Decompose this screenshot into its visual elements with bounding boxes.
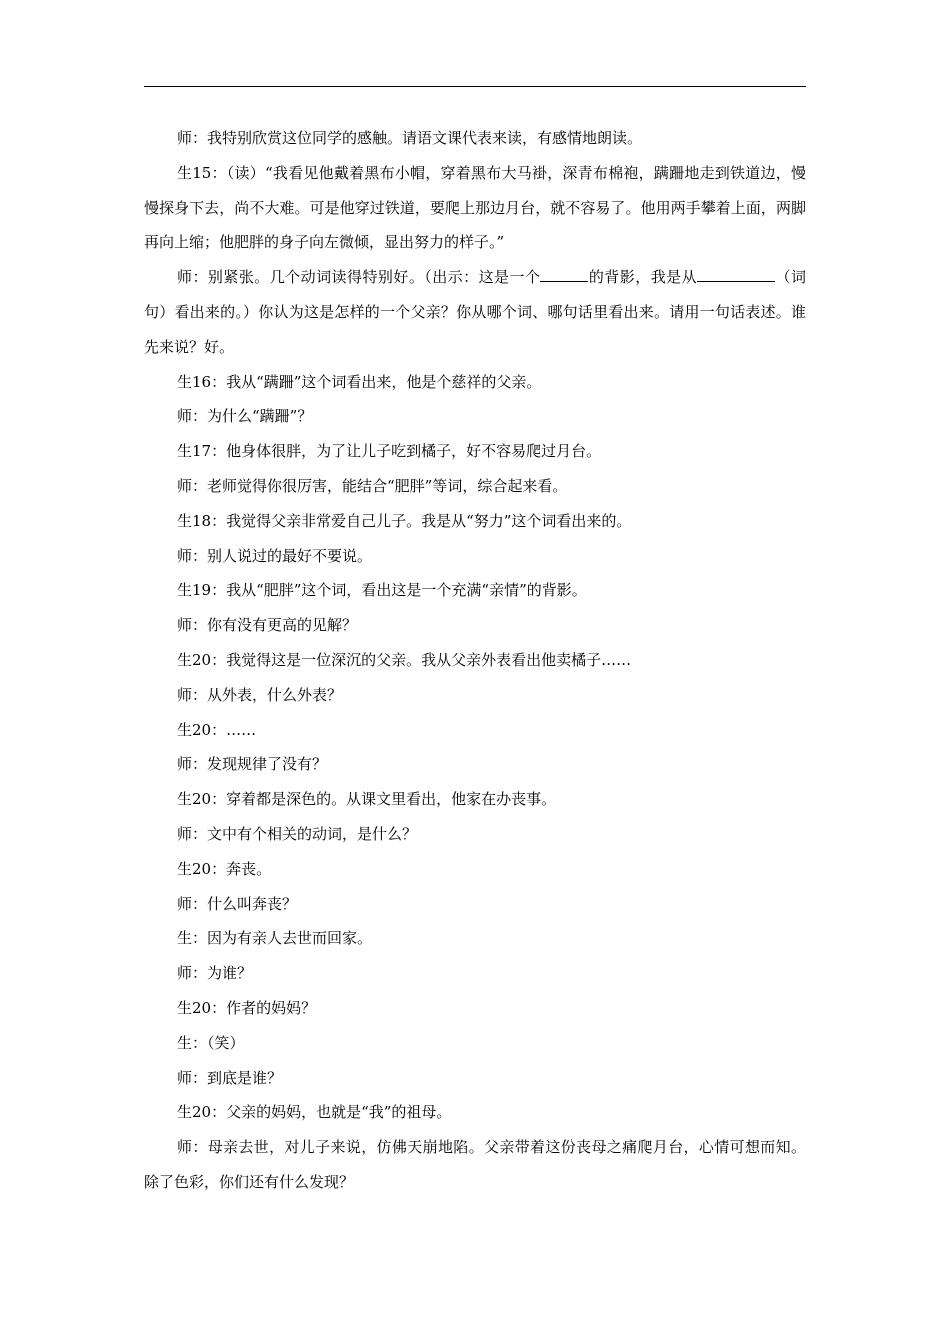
paragraph-part: 的背影，我是从 <box>588 268 698 287</box>
paragraph-part: 师：别紧张。几个动词读得特别好。（出示：这是一个 <box>177 268 541 287</box>
paragraph: 师：到底是谁？ <box>177 1068 283 1087</box>
paragraph: 师：别人说过的最好不要说。 <box>177 546 373 565</box>
paragraph-with-blanks <box>144 260 806 364</box>
header-rule <box>144 86 806 87</box>
paragraph: 师：老师觉得你很厉害，能结合“肥胖”等词，综合起来看。 <box>177 476 568 495</box>
paragraph: 师：我特别欣赏这位同学的感触。请语文课代表来读，有感情地朗读。 <box>177 129 643 147</box>
paragraph: 生20：穿着都是深色的。从课文里看出，他家在办丧事。 <box>177 790 557 809</box>
fill-in-blank <box>540 267 588 282</box>
paragraph: 师：为什么“蹒跚”？ <box>177 407 313 426</box>
paragraph: 师：母亲去世，对儿子来说，仿佛天崩地陷。父亲带着这份丧母之痛爬月台，心情可想而知。除了色彩，你们还有什么发现？ <box>144 1138 806 1191</box>
paragraph: 生20：作者的妈妈？ <box>177 998 317 1017</box>
paragraph: 生20：奔丧。 <box>177 859 272 878</box>
document-body <box>144 121 806 1200</box>
fill-in-blank <box>767 267 775 282</box>
paragraph: 师：文中有个相关的动词，是什么？ <box>177 824 418 843</box>
paragraph: 师：什么叫奔丧？ <box>177 894 298 913</box>
paragraph: 生15：（读）“我看见他戴着黑布小帽，穿着黑布大马褂，深青布棉袍，蹒跚地走到铁道边，慢慢探身下去，尚不大难。可是他穿过铁道，要爬上那边月台，就不容易了。他用两手攀着上面，两脚再向上缩；他肥胖的身子向左微倾，显出努力的样子。” <box>144 163 806 252</box>
fill-in-blank <box>697 267 767 282</box>
paragraph: 生20：我觉得这是一位深沉的父亲。我从父亲外表看出他卖橘子…… <box>177 650 632 669</box>
paragraph: 师：你有没有更高的见解？ <box>177 616 358 635</box>
paragraph: 生20：父亲的妈妈，也就是“我”的祖母。 <box>177 1103 452 1122</box>
paragraph: 生16：我从“蹒跚”这个词看出来，他是个慈祥的父亲。 <box>177 372 542 391</box>
paragraph: 师：为谁？ <box>177 964 253 983</box>
paragraph: 生19：我从“肥胖”这个词，看出这是一个充满“亲情”的背影。 <box>177 581 587 600</box>
paragraph: 生20：…… <box>177 720 257 739</box>
paragraph: 师：发现规律了没有？ <box>177 755 328 774</box>
paragraph: 生17：他身体很胖，为了让儿子吃到橘子，好不容易爬过月台。 <box>177 442 602 461</box>
paragraph: 师：从外表，什么外表？ <box>177 685 343 704</box>
paragraph: 生：因为有亲人去世而回家。 <box>177 929 373 948</box>
paragraph: 生18：我觉得父亲非常爱自己儿子。我是从“努力”这个词看出来的。 <box>177 511 632 530</box>
paragraph-part: （词句）看出来的。）你认为这是怎样的一个父亲？你从哪个词、哪句话里看出来。请用一句话表述。谁先来说？好。 <box>144 268 806 356</box>
paragraph: 生：（笑） <box>177 1033 245 1052</box>
